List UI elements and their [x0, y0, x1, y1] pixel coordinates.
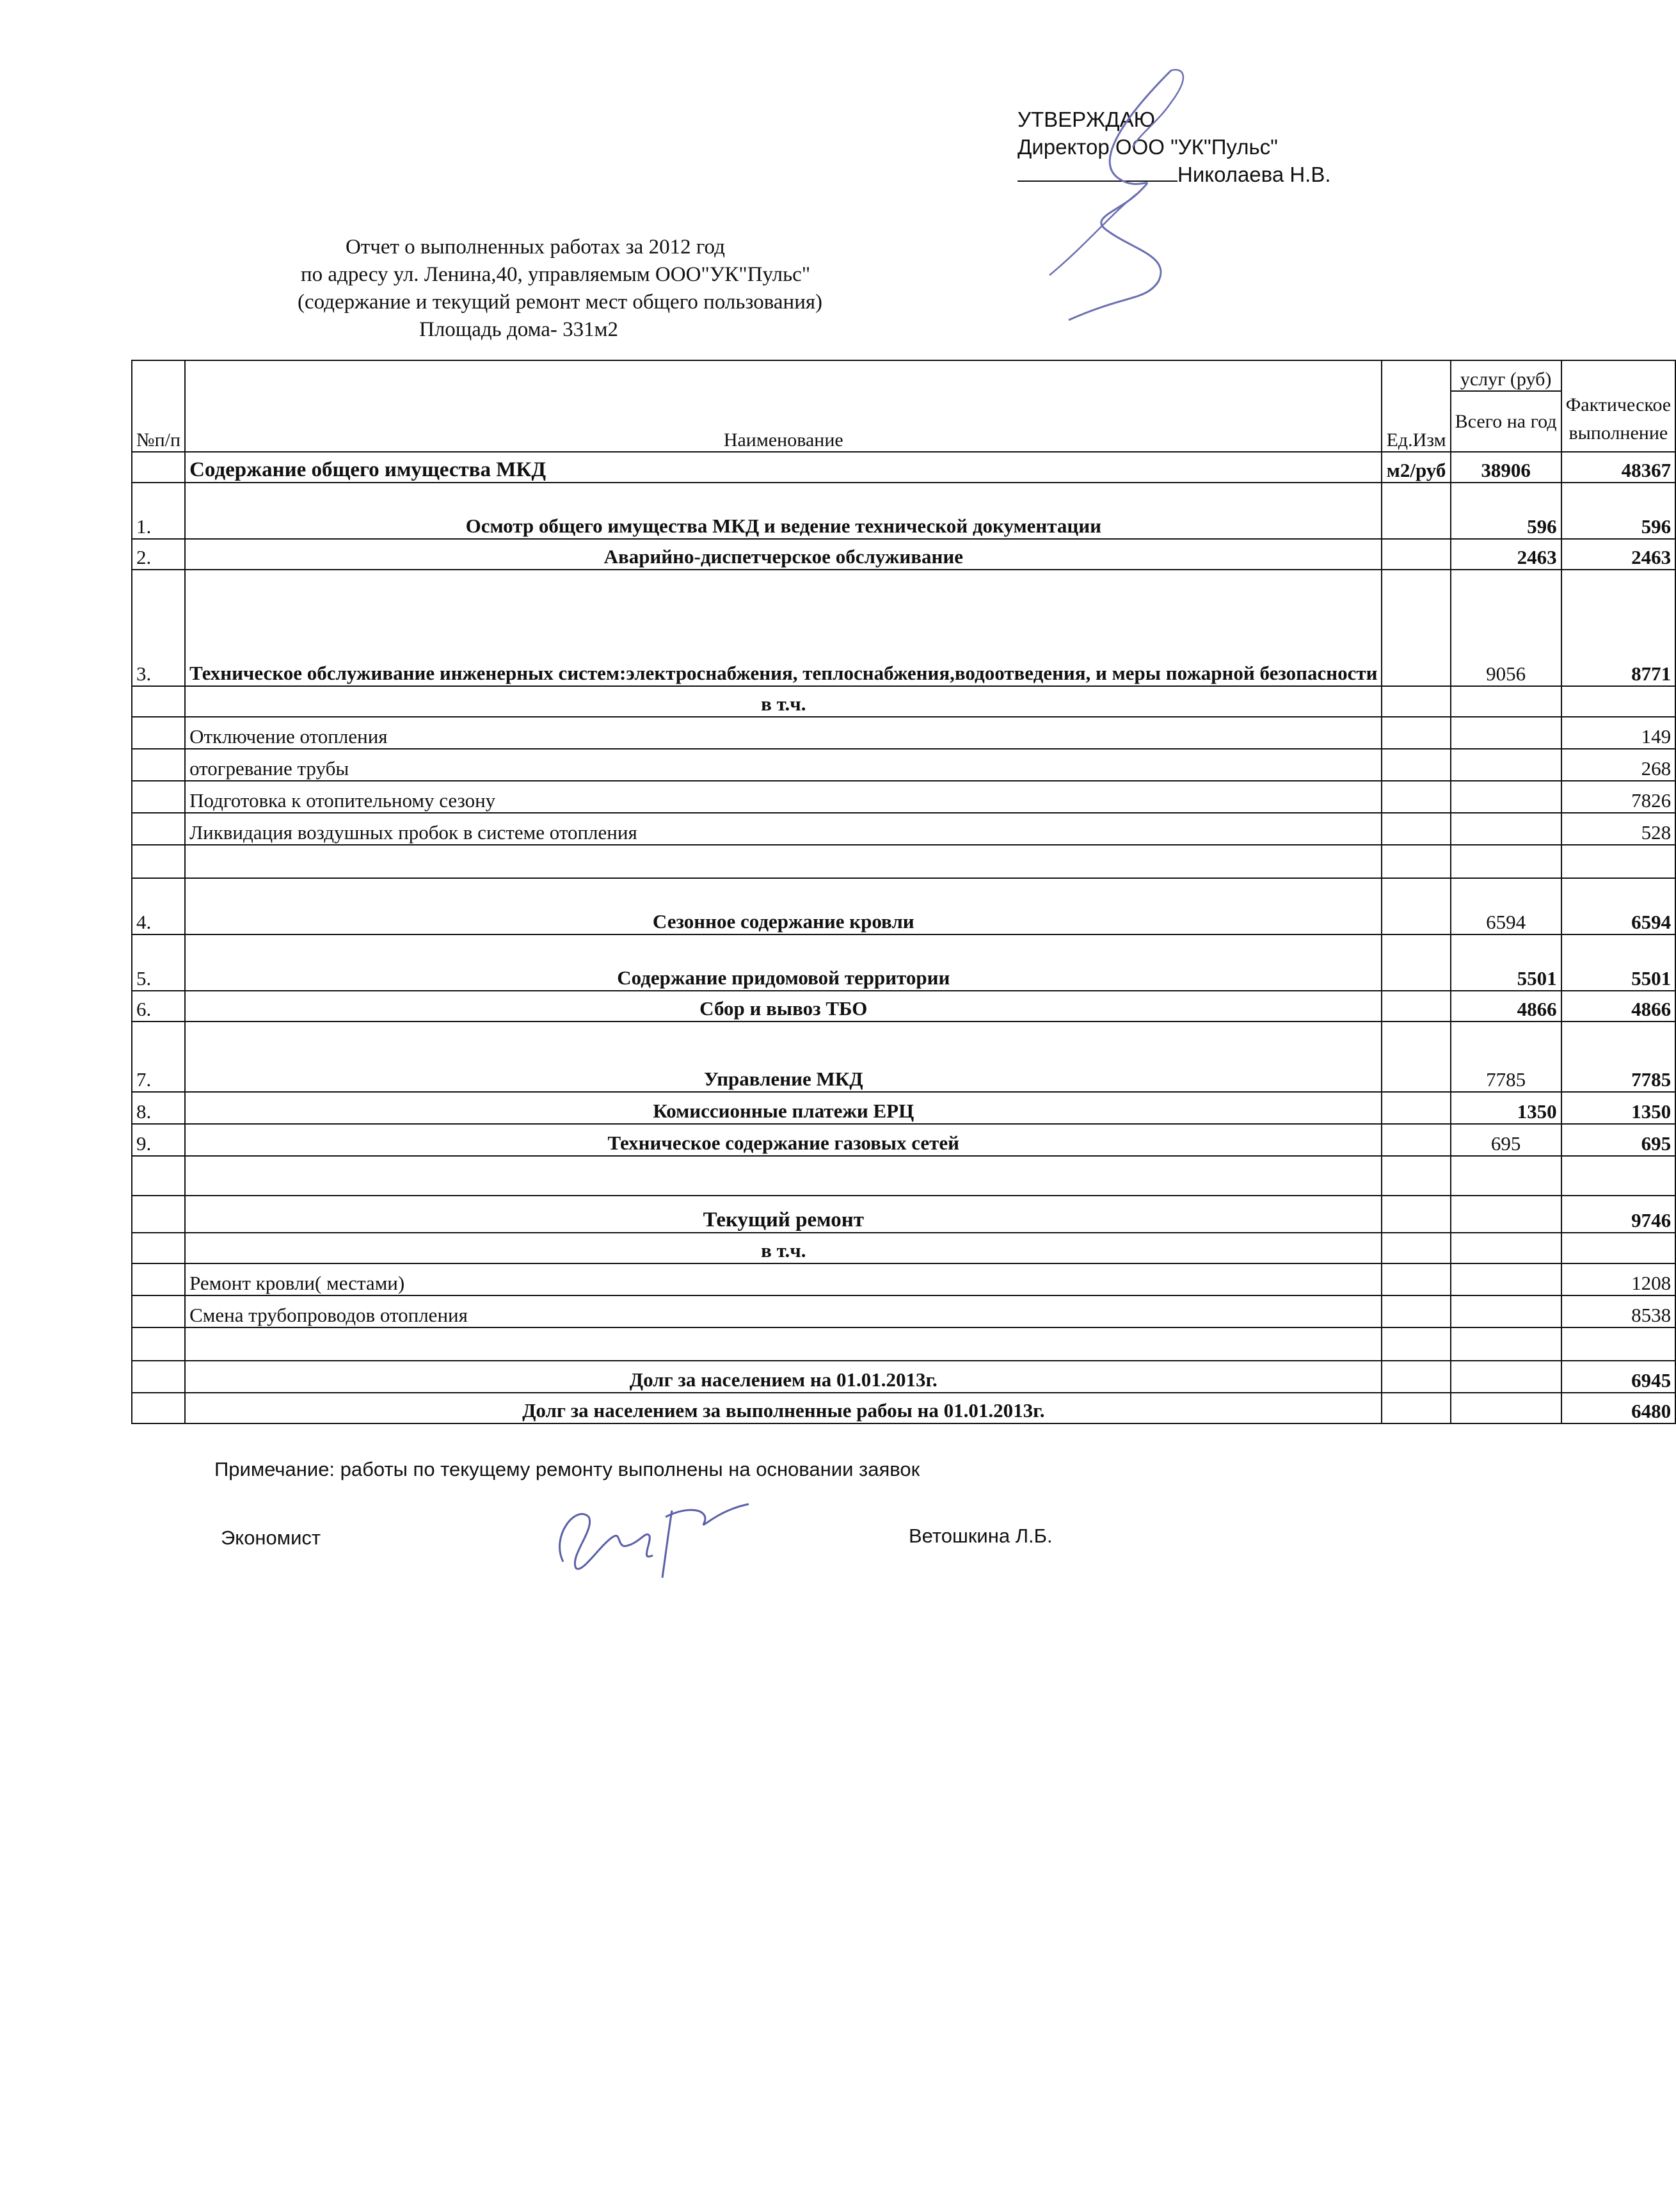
- row-name: в т.ч.: [185, 686, 1382, 717]
- table-row: [132, 483, 1675, 539]
- row-total: [1451, 845, 1561, 878]
- row-total: 7785: [1451, 1022, 1561, 1092]
- table-row: [132, 991, 1675, 1022]
- title-line-1: Отчет о выполненных работах за 2012 год: [346, 236, 725, 259]
- row-unit: [1382, 1196, 1450, 1233]
- row-num: [132, 717, 185, 749]
- table-row: [132, 813, 1675, 845]
- row-num: [132, 452, 185, 483]
- row-actual: 2463: [1561, 539, 1676, 570]
- row-total: 2463: [1451, 539, 1561, 570]
- row-unit: м2/руб: [1382, 452, 1450, 483]
- row-actual: 8538: [1561, 1295, 1676, 1327]
- row-actual: 1208: [1561, 1263, 1676, 1295]
- table-row: [132, 781, 1675, 813]
- row-name: Комиссионные платежи ЕРЦ: [185, 1092, 1382, 1124]
- table-row: [132, 1295, 1675, 1327]
- header-unit: Ед.Изм: [1382, 360, 1450, 452]
- row-name: Сбор и вывоз ТБО: [185, 991, 1382, 1022]
- row-name: Управление МКД: [185, 1022, 1382, 1092]
- row-total: 6594: [1451, 878, 1561, 934]
- row-name: Техническое обслуживание инженерных систем:электроснабжения, теплоснабжения,водоотведения, и меры пожарной безопасности: [185, 570, 1382, 686]
- row-actual: 149: [1561, 717, 1676, 749]
- table-row: [132, 686, 1675, 717]
- row-name: Сезонное содержание кровли: [185, 878, 1382, 934]
- header-actual: Фактическое выполнение: [1561, 360, 1676, 452]
- row-total: 38906: [1451, 452, 1561, 483]
- row-actual: 268: [1561, 749, 1676, 781]
- row-num: [132, 813, 185, 845]
- header-total-year: Всего на год: [1451, 391, 1561, 452]
- table-row: [132, 539, 1675, 570]
- row-total: 695: [1451, 1124, 1561, 1156]
- row-actual: 6594: [1561, 878, 1676, 934]
- row-unit: [1382, 991, 1450, 1022]
- row-unit: [1382, 749, 1450, 781]
- approval-name: Николаева Н.В.: [1177, 163, 1331, 186]
- row-name: Текущий ремонт: [185, 1196, 1382, 1233]
- note: Примечание: работы по текущему ремонту выполнены на основании заявок: [214, 1458, 920, 1480]
- row-actual: 695: [1561, 1124, 1676, 1156]
- title-line-3: (содержание и текущий ремонт мест общего пользования): [298, 291, 823, 314]
- row-unit: [1382, 1327, 1450, 1361]
- row-actual: 9746: [1561, 1196, 1676, 1233]
- table-row: [132, 1156, 1675, 1196]
- row-name: в т.ч.: [185, 1233, 1382, 1263]
- table-row: [132, 1327, 1675, 1361]
- row-name: Осмотр общего имущества МКД и ведение технической документации: [185, 483, 1382, 539]
- row-unit: [1382, 686, 1450, 717]
- row-unit: [1382, 781, 1450, 813]
- row-unit: [1382, 1263, 1450, 1295]
- row-actual: 528: [1561, 813, 1676, 845]
- row-total: [1451, 813, 1561, 845]
- row-total: 5501: [1451, 934, 1561, 991]
- row-total: 1350: [1451, 1092, 1561, 1124]
- row-unit: [1382, 717, 1450, 749]
- row-unit: [1382, 878, 1450, 934]
- row-num: [132, 749, 185, 781]
- row-unit: [1382, 1022, 1450, 1092]
- row-num: 1.: [132, 483, 185, 539]
- row-unit: [1382, 1233, 1450, 1263]
- row-total: [1451, 1327, 1561, 1361]
- row-actual: 7785: [1561, 1022, 1676, 1092]
- row-total: [1451, 1361, 1561, 1393]
- row-total: [1451, 1263, 1561, 1295]
- row-num: 8.: [132, 1092, 185, 1124]
- table-header-row-1: [132, 360, 1675, 391]
- row-unit: [1382, 813, 1450, 845]
- table-row: [132, 1092, 1675, 1124]
- row-name: Техническое содержание газовых сетей: [185, 1124, 1382, 1156]
- table-row: [132, 1022, 1675, 1092]
- row-total: [1451, 1393, 1561, 1423]
- row-name: Содержание общего имущества МКД: [185, 452, 1382, 483]
- header-services: услуг (руб): [1451, 360, 1561, 391]
- row-num: [132, 1156, 185, 1196]
- row-unit: [1382, 1092, 1450, 1124]
- row-num: 5.: [132, 934, 185, 991]
- row-actual: 4866: [1561, 991, 1676, 1022]
- report-title: [256, 234, 928, 344]
- row-num: 2.: [132, 539, 185, 570]
- table-row: [132, 749, 1675, 781]
- row-num: [132, 845, 185, 878]
- row-name: отогревание трубы: [185, 749, 1382, 781]
- row-name: Подготовка к отопительному сезону: [185, 781, 1382, 813]
- row-actual: 6945: [1561, 1361, 1676, 1393]
- row-actual: [1561, 686, 1676, 717]
- row-unit: [1382, 1124, 1450, 1156]
- row-unit: [1382, 483, 1450, 539]
- row-unit: [1382, 1156, 1450, 1196]
- economist-signature-icon: [538, 1491, 768, 1581]
- report-table: [131, 360, 1676, 1424]
- row-actual: [1561, 845, 1676, 878]
- row-num: [132, 1263, 185, 1295]
- row-unit: [1382, 1361, 1450, 1393]
- row-name: Отключение отопления: [185, 717, 1382, 749]
- row-total: 4866: [1451, 991, 1561, 1022]
- table-row: [132, 452, 1675, 483]
- director-signature-icon: [1011, 64, 1222, 333]
- header-name: Наименование: [185, 360, 1382, 452]
- row-actual: 596: [1561, 483, 1676, 539]
- table-row: [132, 1233, 1675, 1263]
- row-total: [1451, 717, 1561, 749]
- row-unit: [1382, 570, 1450, 686]
- table-row: [132, 1196, 1675, 1233]
- row-total: [1451, 749, 1561, 781]
- approval-title: УТВЕРЖДАЮ: [1018, 108, 1155, 131]
- table-row: [132, 717, 1675, 749]
- row-num: [132, 686, 185, 717]
- row-total: [1451, 781, 1561, 813]
- row-num: [132, 1295, 185, 1327]
- row-name: Ремонт кровли( местами): [185, 1263, 1382, 1295]
- row-actual: [1561, 1327, 1676, 1361]
- row-num: [132, 1233, 185, 1263]
- row-num: 4.: [132, 878, 185, 934]
- row-name: [185, 1156, 1382, 1196]
- row-actual: 5501: [1561, 934, 1676, 991]
- row-unit: [1382, 845, 1450, 878]
- row-total: [1451, 686, 1561, 717]
- row-name: Ликвидация воздушных пробок в системе отопления: [185, 813, 1382, 845]
- table-row: [132, 1393, 1675, 1423]
- row-num: [132, 781, 185, 813]
- row-name: [185, 1327, 1382, 1361]
- economist-name: Ветошкина Л.Б.: [909, 1525, 1053, 1547]
- approval-position: Директор ООО "УК"Пульс": [1018, 135, 1278, 159]
- row-name: Смена трубопроводов отопления: [185, 1295, 1382, 1327]
- row-num: [132, 1361, 185, 1393]
- row-num: 9.: [132, 1124, 185, 1156]
- table-row: [132, 934, 1675, 991]
- row-actual: 6480: [1561, 1393, 1676, 1423]
- row-actual: 1350: [1561, 1092, 1676, 1124]
- row-total: [1451, 1295, 1561, 1327]
- row-name: Долг за населением за выполненные рабоы на 01.01.2013г.: [185, 1393, 1382, 1423]
- row-unit: [1382, 1393, 1450, 1423]
- row-name: [185, 845, 1382, 878]
- row-actual: 48367: [1561, 452, 1676, 483]
- row-unit: [1382, 539, 1450, 570]
- row-actual: 7826: [1561, 781, 1676, 813]
- table-row: [132, 845, 1675, 878]
- table-row: [132, 878, 1675, 934]
- row-actual: [1561, 1156, 1676, 1196]
- title-line-2: по адресу ул. Ленина,40, управляемым ООО"УК"Пульс": [301, 263, 811, 286]
- row-num: [132, 1196, 185, 1233]
- row-num: 6.: [132, 991, 185, 1022]
- row-actual: 8771: [1561, 570, 1676, 686]
- row-total: [1451, 1156, 1561, 1196]
- row-total: 596: [1451, 483, 1561, 539]
- table-row: [132, 570, 1675, 686]
- table-row: [132, 1124, 1675, 1156]
- row-total: [1451, 1233, 1561, 1263]
- row-name: Содержание придомовой территории: [185, 934, 1382, 991]
- row-name: Долг за населением на 01.01.2013г.: [185, 1361, 1382, 1393]
- title-line-4: Площадь дома- 331м2: [419, 318, 619, 341]
- row-unit: [1382, 934, 1450, 991]
- row-num: [132, 1327, 185, 1361]
- row-name: Аварийно-диспетчерское обслуживание: [185, 539, 1382, 570]
- row-num: [132, 1393, 185, 1423]
- table-row: [132, 1361, 1675, 1393]
- header-num: №п/п: [132, 360, 185, 452]
- row-unit: [1382, 1295, 1450, 1327]
- row-total: 9056: [1451, 570, 1561, 686]
- economist-label: Экономист: [221, 1527, 321, 1549]
- row-total: [1451, 1196, 1561, 1233]
- table-row: [132, 1263, 1675, 1295]
- row-actual: [1561, 1233, 1676, 1263]
- row-num: 3.: [132, 570, 185, 686]
- row-num: 7.: [132, 1022, 185, 1092]
